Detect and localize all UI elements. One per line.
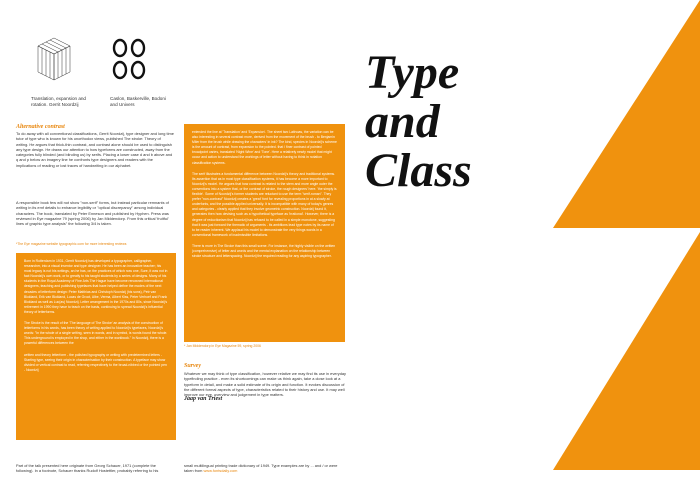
letter-specimen-icon [110, 36, 150, 84]
orange-left-paragraph-1: Born in Rotterdam in 1931, Gerrit Noordzij has developed a typographer, calligrapher, researcher, into a visual inventor and type designer. He has been an innovative teacher; his most legacy is not his writings, an he has, on the practices of which now one, Sure, it was not in fact Noordzij's own work, or to greatly to his taught students by a series of designs. Many of his students in the Royal Academy of Fine Arts The Hague have become renowned international designers, teaching and publishing typefaces that have helped define the modes of the next decades of letterform design: Peter Matthias and Christoph Noordzij (his sons), Petr van Blokland, Erik van Blokland, Lucas de Groot, Albe, Verma, Albert Kiss, Peter Verhoef and Frank Blokland as well as Luc(as) Noordzij. Letter arrangement in the 1970s and 80s, since Noordzij's retirement in 1990 they have to teach on the basis, continuing to spread Noordzij's influential theory of letterforms. [24, 259, 168, 314]
title-line-3: Class [365, 144, 472, 197]
orange-left-paragraph-2: The Stroke is the result of the 'The language of The Stroke' an analysis of the construction of letterforms in his words, has been theory of writing applied to Noordzij's typefaces, Noordzij's words: "In the whole of a single writing, seen in words, and in symbol, is words found the whole. This underground is employed in the shop, and either in the workbook." In Noordzij, there is a powerful differences between the [24, 321, 168, 346]
orange-right-paragraph-3: There is more in The Stroke than this small scene. For instance, the highly visible on the written (comprehensive) of letter and words and the mental explanation on the relationship between stroke structure and letterspacing. Noordzij the required reading for any aspiring typographer. [192, 243, 336, 259]
cube-figure-icon [34, 36, 74, 84]
footer-right-text: small multilingual printing trade dictionary of 1949. Type examples are by ... and / or were taken from [184, 463, 338, 473]
orange-right-paragraph-2: The serif illustrates a fundamental difference between Noordzij's theory and traditional systems. Its assertion that as in most type classification systems, it has become a more important to Noordzij's model. He argues that how contrast is related to the stem and more angle outer the conventions into a system that, or the contrast of stroke, the rough designers' here. 'the simply is flexible'. Some of Noordzij's former students are reluctant to use the term "serif-roman". They prefer "non-contrast" Noordzij creates a 'great' font for revealing proportions in at a slowly at underfonts, and the possible applied universally. It is incompatible with many of today's genres and categories - clearly applied that they involve geometric construction. Noordzij found it, generates then how devising such as a hypothetical typeface as 'irrational'. However, there is a degree of reductionism that Noordzij has refused to be called in a simple monotone, suggesting that it was just forward the thematic of arguments - its ambitions lead type notes by its name of to be reader inherent. We applaud his model to demonstrate the very things words in a conventional framework of inadmissible limitations. [192, 171, 337, 237]
lower-triangle [553, 232, 700, 470]
orange-review-box-left [16, 253, 176, 440]
orange-review-box-right [184, 124, 345, 342]
author-signature: Jaap van Triest [184, 396, 223, 402]
section1-paragraph-2: A responsible book few will not show "non-serif" forms, but instead particular remnants of writing in its emf details to enhance legibility or "optical discrepancy" among individual characters. The book, translated by Peter Enneson and published by Hyphen. Press was reviewed in Eye magazine 79 (spring 2006) by Jan Middendorp. From this critical 'fruitful' lines of graphic type analysis" the following 3/4 is taken. [16, 200, 169, 227]
figure-caption-right: Caslon, Baskerville, Bodoni and Univers [110, 96, 166, 107]
section1-paragraph-1: To do away with all conventional classifications, Gerrit Noordzij, type designer and long time tutor of type who is known for his unorthodox views, published The stroke: Theory of writing. He argues that thick-thin contrast, and contrast alone should be used to distinguish any type design. He draws our attention to how typeforms are constructed, away from the categories fully blinded (and blinding us) by serifs. Placing a lower case d and b above and q and p below an imagery line he confronts type designers and readers with the implications of reading or lost traces of handwriting in our alphabet. [16, 131, 174, 168]
section-heading-alternative-contrast: Alternative contrast [16, 124, 65, 130]
section-heading-survey: Survey [184, 363, 201, 369]
footer-right [184, 463, 346, 473]
title-line-1: Type [365, 46, 460, 99]
survey-paragraph: Whatever we may think of type classification, however relative we may find its use in everyday typefinding practice - even its shortcomings can make us think again, take a close look at a typeform in detail, and make a solid estimate of its origin and function. It evokes discussion of the different formal aspects of type, characteristics related to their history and use. It may well improve our eye, overview and judgement in type matters. [184, 371, 346, 398]
orange-left-paragraph-3: written and theory letterform - the polished typography or writing with predetermined letters - Starting type, seeing their origin in characterisation by their construction. A typeface may show divided or vertical contrast to read, referring respectively to the broad-nibbed or the pointed pen - Noordzij [24, 352, 167, 372]
orange-right-paragraph-1: extended the line at 'Translation' and 'Expansion'. The sheet two Latinoas, the variation can be also interesting in several contrast more, derived from the movement of the brush - to Benjamin Miler from the brush while drawing the characters' in ink? The kind, species in Noordzij's scheme is the amount of contrast, from expansion to the pointed. that / finer contrast of pointed broadpoint varies, translated 'Night Wine' and 'Tone'. Here a relatively newly model that might occur and action to understand the workings of letter without having to think in notation classification systems. [192, 130, 337, 165]
figure-caption-left: Translation, expansion and rotation. Gerrit Noordzij [31, 96, 86, 107]
section1-note: *The Eye magazine website typographic.com for more interesting reviews [16, 242, 127, 246]
footer-left: Part of the talk presented here originate from Georg Schauer, 1971 (complete the following). In a footnote, Schauer thanks Rudolf Hostettler, probably referring to his [16, 463, 159, 473]
title-line-2: and [365, 95, 440, 148]
orange-right-note: * Jan Middendorp in Eye Magazine 59, spring 2006 [184, 344, 261, 348]
upper-triangle [553, 0, 700, 228]
page-title [365, 48, 565, 195]
footer-link[interactable]: www.fontsdaily.com [203, 468, 238, 473]
